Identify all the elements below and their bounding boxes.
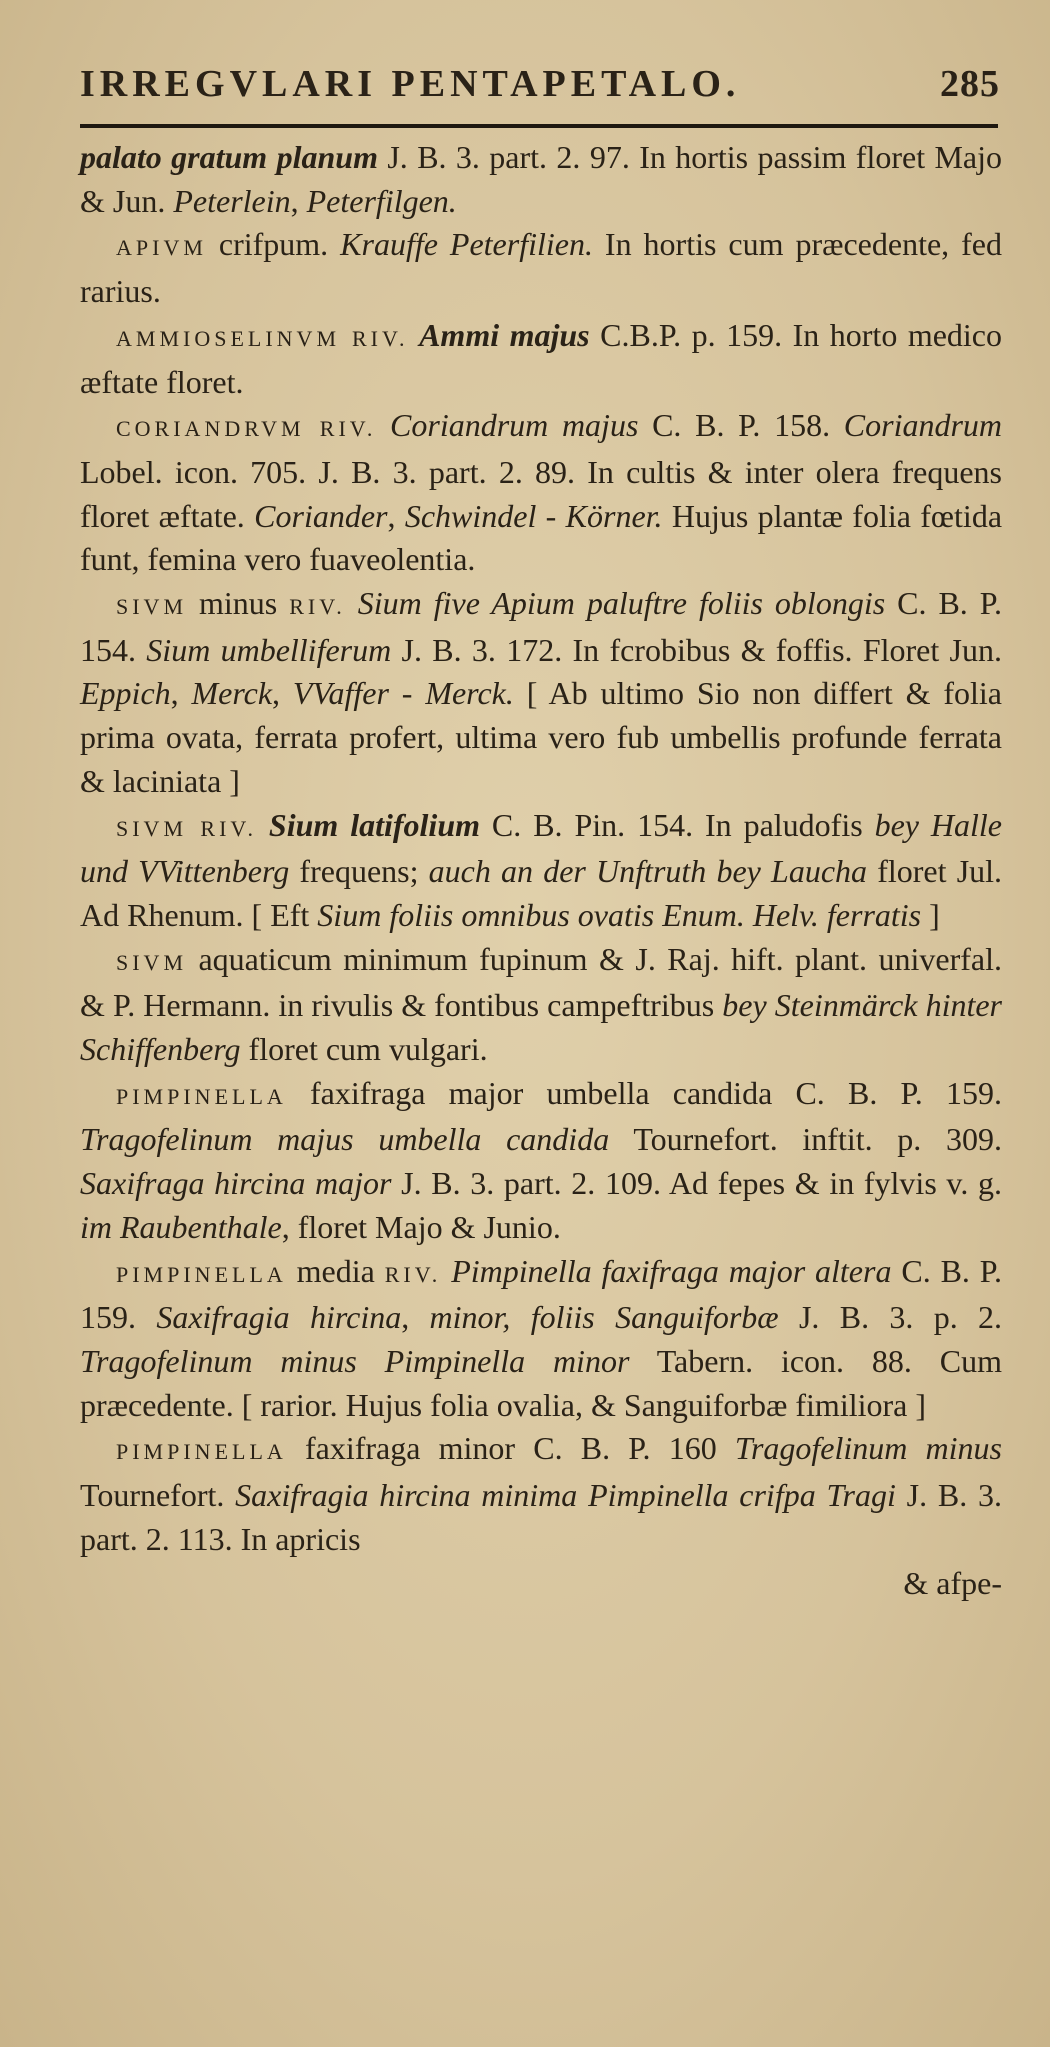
text-run: Tournefort. inftit. p. 309.	[609, 1121, 1003, 1158]
italic-text: Saxifraga hircina major	[80, 1165, 392, 1202]
text-run	[257, 807, 269, 843]
plant-genus-name: CORIANDRVM RIV.	[116, 416, 377, 442]
text-run: frequens;	[289, 853, 429, 890]
italic-text: im Raubenthale	[80, 1208, 282, 1245]
text-run: C. B. P. 154.	[80, 585, 1003, 668]
text-run: J. B. 3. p. 2.	[778, 1299, 1002, 1336]
text-run: In hortis cum præcedente, fed rarius.	[80, 226, 1002, 310]
entry-paragraph	[80, 404, 1002, 582]
plant-genus-name: RIV.	[384, 1261, 442, 1287]
italic-text: Coriandrum	[843, 407, 1003, 444]
text-run: C. B. P. 159.	[80, 1252, 1003, 1336]
italic-text: Peterfilgen.	[306, 182, 457, 219]
plant-genus-name: RIV.	[289, 594, 346, 620]
text-run: Hujus plantæ folia fœtida funt, femina vero fuaveolentia.	[80, 497, 1003, 578]
text-run: ,	[387, 497, 405, 534]
text-run: J. B. 3. part. 2. 113. In apricis	[80, 1477, 1003, 1557]
italic-text: Sium latifolium	[268, 806, 480, 843]
text-run: Lobel. icon. 705. J. B. 3. part. 2. 89. In cultis & inter olera frequens floret æftate.	[80, 453, 1002, 534]
text-run: media	[286, 1252, 385, 1289]
plant-genus-name: SIVM	[116, 594, 188, 620]
italic-text: Tragofelinum minus Pimpinella minor	[80, 1342, 630, 1379]
italic-text: Tragofelinum majus umbella candida	[80, 1121, 610, 1158]
italic-text: Saxifragia hircina	[156, 1299, 402, 1336]
text-run: J. B. 3. 172. In fcrobibus & foffis. Floret Jun.	[391, 631, 1003, 668]
plant-genus-name: PIMPINELLA	[116, 1439, 287, 1465]
italic-text: auch an der Unftruth bey Laucha	[428, 853, 868, 890]
text-run: minus	[187, 585, 290, 622]
text-run: C. B. Pin. 154. In paludofis	[480, 806, 875, 843]
text-run: ]	[921, 896, 940, 933]
plant-genus-name: PIMPINELLA	[116, 1261, 287, 1287]
italic-text: Schwindel - Körner.	[404, 497, 663, 534]
text-run: floret Jul. Ad Rhenum. [ Eft	[80, 853, 1003, 933]
italic-text: Sium umbelliferum	[146, 631, 392, 668]
text-run: ,	[290, 182, 307, 219]
text-run: aquaticum minimum fupinum & J. Raj. hift. plant. univerfal. & P. Hermann. in rivulis & fontibus campeftribus	[80, 940, 1002, 1024]
text-run: J. B. 3. part. 2. 97. In hortis passim floret Majo & Jun.	[80, 139, 1003, 219]
running-title: IRREGVLARI PENTAPETALO.	[80, 63, 741, 105]
entry-paragraph	[80, 804, 1002, 938]
entry-paragraph	[80, 1250, 1002, 1428]
text-run: C.B.P. p. 159. In horto medico æftate floret.	[80, 316, 1003, 400]
entry-paragraph	[80, 582, 1002, 804]
entry-paragraph	[80, 136, 1002, 223]
italic-text: minor, foliis Sanguiforbæ	[429, 1299, 779, 1336]
text-run: ,	[170, 675, 192, 712]
text-run	[441, 1253, 451, 1289]
entry-paragraph	[80, 1427, 1002, 1605]
plant-genus-name: PIMPINELLA	[116, 1083, 287, 1109]
text-run: C. B. P. 158.	[638, 407, 844, 444]
text-run: crifpum.	[206, 226, 341, 263]
text-run	[409, 317, 420, 353]
text-run: J. B. 3. part. 2. 109. Ad fepes & in fylvis v. g.	[391, 1165, 1003, 1202]
italic-text: Pimpinella faxifraga major altera	[451, 1252, 892, 1289]
italic-text: palato gratum planum	[80, 139, 378, 175]
text-run: , floret Majo & Junio.	[281, 1208, 561, 1245]
running-header	[80, 62, 1000, 112]
italic-text: Sium foliis omnibus ovatis Enum. Helv. ferratis	[317, 896, 922, 933]
text-run: Tabern. icon. 88. Cum præcedente. [ rarior. Hujus folia ovalia, & Sanguiforbæ fimiliora ]	[80, 1342, 1003, 1423]
entry-paragraph	[80, 938, 1002, 1072]
entry-paragraph	[80, 223, 1002, 313]
entry-paragraph	[80, 1072, 1002, 1250]
italic-text: bey Halle und VVittenberg	[80, 806, 1002, 890]
italic-text: bey Steinmärck hinter Schiffenberg	[80, 987, 1003, 1068]
plant-genus-name: APIVM	[116, 235, 207, 261]
text-run	[346, 585, 358, 621]
italic-text: Coriander	[254, 497, 388, 534]
text-run: ,	[401, 1299, 430, 1336]
text-run: [ Ab ultimo Sio non differt & folia prima ovata, ferrata profert, ultima vero fub umbellis profunde ferrata & laciniata ]	[80, 675, 1002, 799]
plant-genus-name: SIVM RIV.	[116, 815, 257, 841]
italic-text: Krauffe Peterfilien.	[340, 226, 593, 263]
catchword: & afpe-	[903, 1564, 1002, 1601]
italic-text: Coriandrum majus	[390, 407, 639, 444]
italic-text: Tragofelinum minus	[734, 1430, 1003, 1467]
plant-genus-name: SIVM	[116, 949, 188, 975]
italic-text: Ammi majus	[419, 316, 590, 353]
italic-text: Eppich	[80, 675, 171, 712]
text-run: faxifraga minor C. B. P. 160	[286, 1430, 735, 1467]
entry-paragraph	[80, 314, 1002, 404]
text-run	[376, 407, 390, 443]
italic-text: Peterlein	[173, 182, 291, 219]
page-number: 285	[940, 63, 1000, 105]
plant-genus-name: AMMIOSELINVM RIV.	[116, 325, 409, 351]
text-run: floret cum vulgari.	[240, 1031, 488, 1068]
italic-text: VVaffer - Merck.	[292, 675, 514, 712]
header-rule	[80, 124, 998, 128]
text-run: faxifraga major umbella candida C. B. P. 159.	[286, 1074, 1002, 1111]
italic-text: Sium five Apium paluftre foliis oblongis	[357, 585, 886, 622]
italic-text: Saxifragia hircina minima Pimpinella crifpa Tragi	[235, 1477, 896, 1514]
page-body	[80, 136, 1002, 1605]
text-run: Tournefort.	[80, 1477, 236, 1514]
text-run: ,	[272, 675, 293, 712]
italic-text: Merck	[191, 675, 273, 712]
